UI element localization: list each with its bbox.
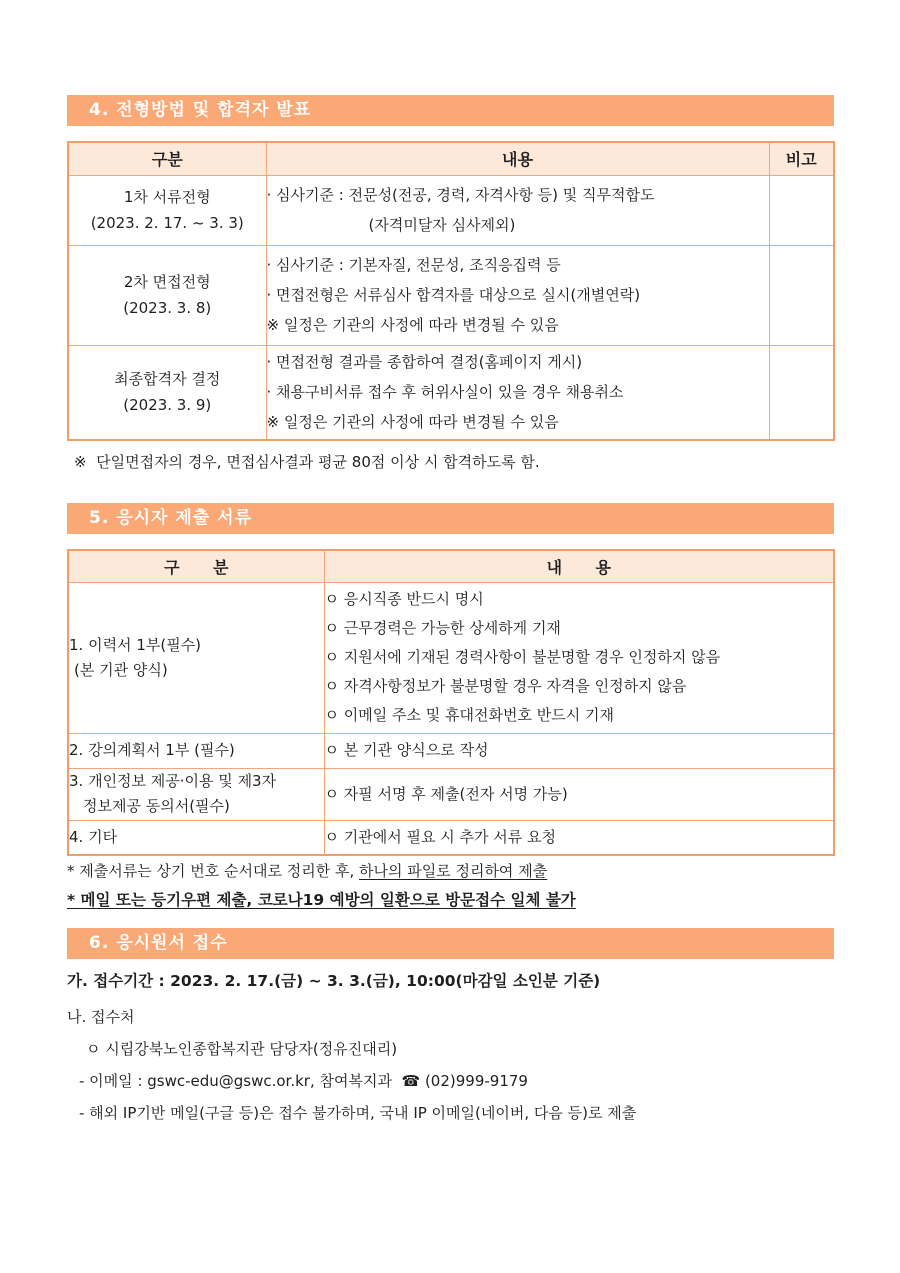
row2-remark (769, 245, 834, 345)
table-row (68, 245, 834, 345)
content-line: ㅇ 자격사항정보가 불분명할 경우 자격을 인정하지 않음 (324, 677, 687, 695)
doc1-category (68, 582, 324, 733)
note1-underlined: 하나의 파일로 정리하여 제출 (358, 862, 548, 880)
doc2-content (324, 733, 834, 768)
section6-title-bar (67, 928, 834, 959)
table-row (68, 582, 834, 733)
doc3-category (68, 768, 324, 820)
where-to-apply-label: 나. 접수처 (67, 1008, 135, 1026)
row3-remark (769, 345, 834, 440)
table-row (68, 820, 834, 855)
table-header-row (68, 550, 834, 582)
section6-title: 6. 응시원서 접수 (89, 933, 228, 953)
content-line: ㅇ 본 기관 양식으로 작성 (324, 741, 489, 759)
doc2-category (68, 733, 324, 768)
category-line: (2023. 3. 8) (123, 299, 212, 317)
content-line: ※ 일정은 기관의 사정에 따라 변경될 수 있음 (266, 316, 559, 334)
col-header-content: 내용 (266, 142, 769, 175)
category-line: (본 기관 양식) (74, 660, 168, 679)
content-line: · 채용구비서류 접수 후 허위사실이 있을 경우 채용취소 (266, 383, 624, 402)
content-line: ㅇ 기관에서 필요 시 추가 서류 요청 (324, 827, 556, 846)
email-line: - 이메일 : gswc-edu@gswc.or.kr, 참여복지과 ☎ (02)999-9179 (79, 1072, 528, 1090)
application-period-line: 가. 접수기간 : 2023. 2. 17.(금) ~ 3. 3.(금), 10:00(마감일 소인분 기준) (67, 972, 601, 990)
category-line: 2차 면접전형 (123, 273, 211, 291)
content-line: ㅇ 이메일 주소 및 휴대전화번호 반드시 기재 (324, 706, 614, 724)
contact-person-line: ㅇ 시립강북노인종합복지관 담당자(정유진대리) (86, 1040, 398, 1058)
category-line: 최종합격자 결정 (114, 370, 221, 389)
content-line: · 심사기준 : 전문성(전공, 경력, 자격사항 등) 및 직무적합도 (266, 186, 655, 204)
col-header-content: 내 용 (324, 550, 834, 582)
category-line: 2. 강의계획서 1부 (필수) (69, 741, 235, 759)
table-row (68, 768, 834, 820)
section4-note: ※ 단일면접자의 경우, 면접심사결과 평균 80점 이상 시 합격하도록 함. (74, 453, 540, 471)
content-line: ㅇ 자필 서명 후 제출(전자 서명 가능) (324, 784, 568, 803)
doc1-content (324, 582, 834, 733)
category-line: 3. 개인정보 제공·이용 및 제3자 (69, 772, 277, 790)
table-row (68, 345, 834, 440)
row1-remark (769, 175, 834, 245)
row1-content (266, 175, 769, 245)
content-line: · 심사기준 : 기본자질, 전문성, 조직응집력 등 (266, 256, 561, 274)
row3-content (266, 345, 769, 440)
category-line: (2023. 2. 17. ~ 3. 3) (90, 214, 244, 232)
row2-category (68, 245, 266, 345)
content-line: ㅇ 지원서에 기재된 경력사항이 불분명할 경우 인정하지 않음 (324, 648, 721, 666)
section5-note2: * 메일 또는 등기우편 제출, 코로나19 예방의 일환으로 방문접수 일체 불가 (67, 891, 576, 909)
table-row (68, 733, 834, 768)
content-line: ㅇ 응시직종 반드시 명시 (324, 590, 484, 608)
content-line: · 면접전형은 서류심사 합격자를 대상으로 실시(개별연락) (266, 286, 641, 304)
doc4-content (324, 820, 834, 855)
col-header-category: 구 분 (68, 550, 324, 582)
category-line: (2023. 3. 9) (123, 396, 212, 415)
content-line: (자격미달자 심사제외) (368, 216, 516, 234)
doc4-category (68, 820, 324, 855)
category-line: 정보제공 동의서(필수) (83, 797, 230, 815)
ip-restriction-line: - 해외 IP기반 메일(구글 등)은 접수 불가하며, 국내 IP 이메일(네이버, 다음 등)로 제출 (79, 1104, 637, 1122)
submission-documents-table (67, 549, 835, 856)
selection-method-table (67, 141, 835, 441)
section5-title-bar (67, 503, 834, 534)
section5-note1 (67, 861, 547, 882)
content-line: ㅇ 근무경력은 가능한 상세하게 기재 (324, 619, 561, 637)
table-header-row (68, 142, 834, 175)
col-header-remark: 비고 (769, 142, 834, 175)
row2-content (266, 245, 769, 345)
content-line: · 면접전형 결과를 종합하여 결정(홈페이지 게시) (266, 353, 583, 372)
section4-title-bar (67, 95, 834, 126)
row3-category (68, 345, 266, 440)
category-line: 4. 기타 (69, 827, 118, 846)
row1-category (68, 175, 266, 245)
doc3-content (324, 768, 834, 820)
section5-title: 5. 응시자 제출 서류 (89, 508, 252, 528)
category-line: 1차 서류전형 (123, 188, 211, 206)
content-line: ※ 일정은 기관의 사정에 따라 변경될 수 있음 (266, 413, 559, 432)
table-row (68, 175, 834, 245)
category-line: 1. 이력서 1부(필수) (69, 635, 202, 654)
section4-title: 4. 전형방법 및 합격자 발표 (89, 100, 312, 120)
note1-prefix: * 제출서류는 상기 번호 순서대로 정리한 후, (67, 862, 359, 880)
col-header-category: 구분 (68, 142, 266, 175)
